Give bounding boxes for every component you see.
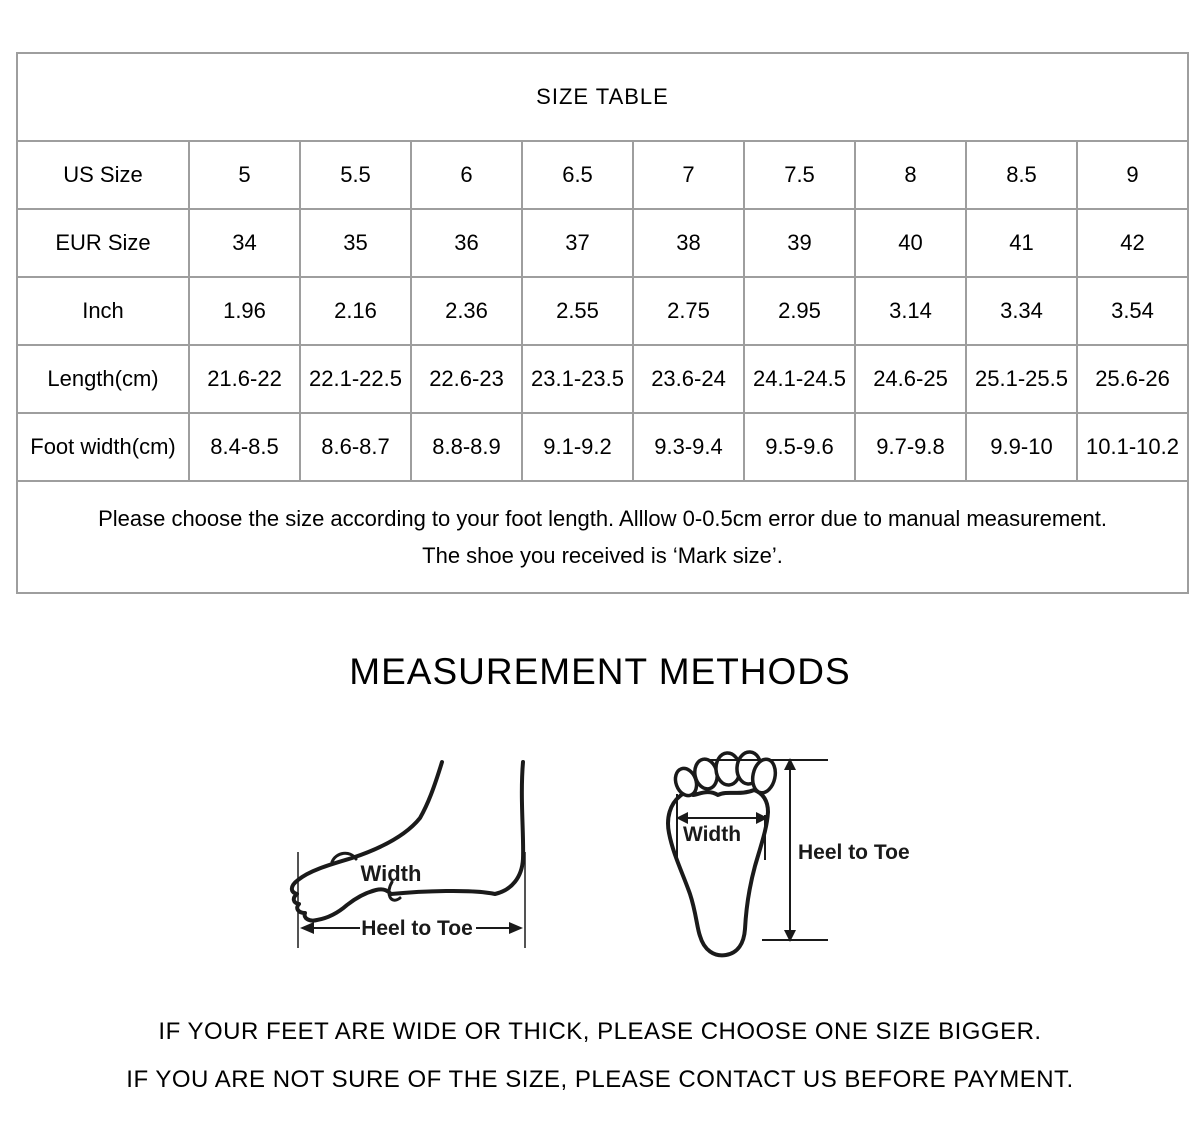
table-cell: 2.36: [411, 277, 522, 345]
table-cell: 39: [744, 209, 855, 277]
table-cell: 40: [855, 209, 966, 277]
advice-size-bigger: IF YOUR FEET ARE WIDE OR THICK, PLEASE CHOOSE ONE SIZE BIGGER.: [158, 1018, 1042, 1045]
table-cell: 6.5: [522, 141, 633, 209]
table-cell: 21.6-22: [189, 345, 300, 413]
table-cell: 35: [300, 209, 411, 277]
size-table-note-row: [17, 481, 1188, 593]
table-cell: 38: [633, 209, 744, 277]
table-row-eur-size: [17, 209, 1188, 277]
footprint-icon: [650, 738, 950, 998]
table-cell: 2.16: [300, 277, 411, 345]
table-cell: 8.8-8.9: [411, 413, 522, 481]
bottom-view-width-label: Width: [682, 823, 742, 846]
side-view-heel-to-toe-label: Heel to Toe: [361, 917, 473, 940]
table-cell: 8.5: [966, 141, 1077, 209]
row-label: US Size: [17, 141, 189, 209]
row-label: Length(cm): [17, 345, 189, 413]
table-cell: 8.4-8.5: [189, 413, 300, 481]
table-cell: 2.95: [744, 277, 855, 345]
size-table: [16, 52, 1189, 594]
table-cell: 37: [522, 209, 633, 277]
table-cell: 41: [966, 209, 1077, 277]
row-label: Foot width(cm): [17, 413, 189, 481]
size-table-title: SIZE TABLE: [17, 53, 1188, 141]
advice-contact-us: IF YOU ARE NOT SURE OF THE SIZE, PLEASE CONTACT US BEFORE PAYMENT.: [126, 1066, 1074, 1093]
bottom-view-heel-to-toe-label: Heel to Toe: [798, 841, 910, 864]
table-cell: 3.14: [855, 277, 966, 345]
table-cell: 9.5-9.6: [744, 413, 855, 481]
table-cell: 5: [189, 141, 300, 209]
size-note-line2: The shoe you received is ‘Mark size’.: [422, 543, 783, 568]
table-cell: 10.1-10.2: [1077, 413, 1188, 481]
foot-side-view-icon: [280, 740, 550, 960]
table-cell: 25.1-25.5: [966, 345, 1077, 413]
table-row-inch: [17, 277, 1188, 345]
side-view-width-label: Width: [360, 861, 422, 886]
table-cell: 22.6-23: [411, 345, 522, 413]
table-cell: 8: [855, 141, 966, 209]
measurement-methods-heading: MEASUREMENT METHODS: [349, 651, 851, 692]
table-cell: 7: [633, 141, 744, 209]
table-cell: 23.1-23.5: [522, 345, 633, 413]
table-cell: 22.1-22.5: [300, 345, 411, 413]
table-cell: 23.6-24: [633, 345, 744, 413]
table-cell: 9.9-10: [966, 413, 1077, 481]
table-cell: 2.55: [522, 277, 633, 345]
table-cell: 24.6-25: [855, 345, 966, 413]
table-row-us-size: [17, 141, 1188, 209]
table-cell: 36: [411, 209, 522, 277]
table-cell: 34: [189, 209, 300, 277]
table-cell: 9: [1077, 141, 1188, 209]
size-note-line1: Please choose the size according to your foot length. Alllow 0-0.5cm error due to manual measurement.: [98, 506, 1107, 531]
table-cell: 3.54: [1077, 277, 1188, 345]
table-row-foot-width: [17, 413, 1188, 481]
table-cell: 42: [1077, 209, 1188, 277]
table-cell: 5.5: [300, 141, 411, 209]
size-note: [17, 481, 1188, 593]
row-label: EUR Size: [17, 209, 189, 277]
table-cell: 6: [411, 141, 522, 209]
table-cell: 7.5: [744, 141, 855, 209]
table-cell: 1.96: [189, 277, 300, 345]
size-table-title-row: [17, 53, 1188, 141]
foot-bottom-view-diagram: [650, 738, 950, 998]
table-cell: 2.75: [633, 277, 744, 345]
row-label: Inch: [17, 277, 189, 345]
table-cell: 8.6-8.7: [300, 413, 411, 481]
table-row-length: [17, 345, 1188, 413]
table-cell: 9.1-9.2: [522, 413, 633, 481]
foot-side-view-diagram: [280, 740, 550, 960]
table-cell: 24.1-24.5: [744, 345, 855, 413]
table-cell: 9.3-9.4: [633, 413, 744, 481]
table-cell: 9.7-9.8: [855, 413, 966, 481]
table-cell: 25.6-26: [1077, 345, 1188, 413]
table-cell: 3.34: [966, 277, 1077, 345]
